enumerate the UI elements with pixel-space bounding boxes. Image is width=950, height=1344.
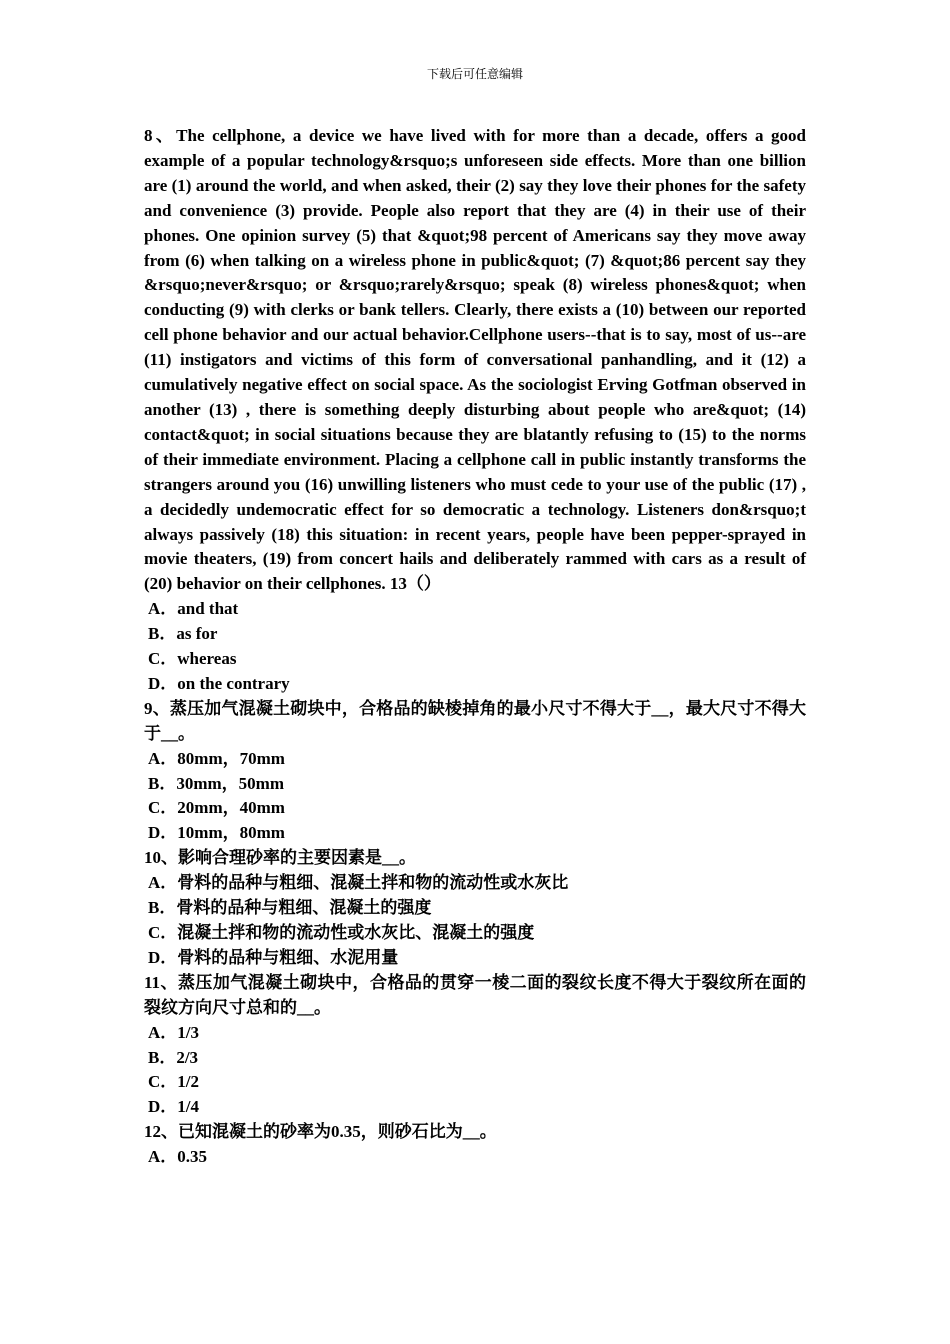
- question-9-option-c: C．20mm，40mm: [148, 798, 285, 818]
- page-header: 下载后可任意编辑: [426, 67, 523, 81]
- document-body: [144, 124, 806, 1170]
- question-11-option-a: A．1/3: [148, 1022, 199, 1042]
- question-12-text: 12、已知混凝土的砂率为0.35，则砂石比为__。: [144, 1122, 497, 1142]
- question-10-text: 10、影响合理砂率的主要因素是__。: [144, 848, 416, 868]
- question-8-option-a: A．and that: [148, 599, 239, 619]
- question-10-option-d: D．骨料的品种与粗细、水泥用量: [148, 947, 399, 967]
- question-8-option-d: D．on the contrary: [148, 673, 290, 693]
- question-8-option-b: B．as for: [148, 624, 218, 644]
- question-8-text: 8、The cellphone, a device we have lived with for more than a decade, offers a good example of a popular technology&rsquo;s unforeseen side effects. More than one billion are (1) around the world, and when asked, their (2) say they love their phones for the safety and convenience (3) provide. People also report that they are (4) in their use of their phones. One opinion survey (5) that &quot;98 percent of Americans say they move away from (6) when talking on a wireless phone in public&quot; (7) &quot;86 percent say they &rsquo;never&rsquo; or &rsquo;rarely&rsquo; speak (8) wireless phones&quot; when conducting (9) with clerks or bank tellers. Clearly, there exists a (10) between our reported cell phone behavior and our actual behavior.Cellphone users--that is to say, most of us--are (11) instigators and victims of this form of conversational panhandling, and it (12) a cumulatively negative effect on social space. As the sociologist Erving Gotfman observed in another (13) , there is something deeply disturbing about people who are&quot; (14) contact&quot; in social situations because they are blatantly refusing to (15) to the norms of their immediate environment. Placing a cellphone call in public instantly transforms the strangers around you (16) unwilling listeners who must cede to your use of the public (17) , a decidedly undemocratic effect for so democratic a technology. Listeners don&rsquo;t always passively (18) this situation: in recent years, people have been pepper-sprayed in movie theaters, (19) from concert hails and deliberately rammed with cars as a result of (20) behavior on their cellphones. 13（）: [144, 126, 806, 594]
- question-10-option-c: C．混凝土拌和物的流动性或水灰比、混凝土的强度: [148, 923, 535, 942]
- question-11-option-c: C．1/2: [148, 1072, 199, 1092]
- question-11-option-b: B．2/3: [148, 1047, 199, 1067]
- question-9-option-a: A．80mm，70mm: [148, 748, 285, 768]
- question-9-option-d: D．10mm，80mm: [148, 823, 285, 843]
- question-8-option-c: C．whereas: [148, 649, 237, 669]
- question-10-option-b: B．骨料的品种与粗细、混凝土的强度: [148, 898, 432, 918]
- question-11-text: 11、蒸压加气混凝土砌块中，合格品的贯穿一棱二面的裂纹长度不得大于裂纹所在面的裂纹方向尺寸总和的__。: [144, 972, 806, 1017]
- question-9-text: 9、蒸压加气混凝土砌块中，合格品的缺棱掉角的最小尺寸不得大于__，最大尺寸不得大于__。: [144, 698, 806, 743]
- question-12-option-a: A．0.35: [148, 1147, 208, 1167]
- question-11-option-d: D．1/4: [148, 1097, 199, 1117]
- question-9-option-b: B．30mm，50mm: [148, 773, 284, 793]
- question-10-option-a: A．骨料的品种与粗细、混凝土拌和物的流动性或水灰比: [148, 873, 569, 893]
